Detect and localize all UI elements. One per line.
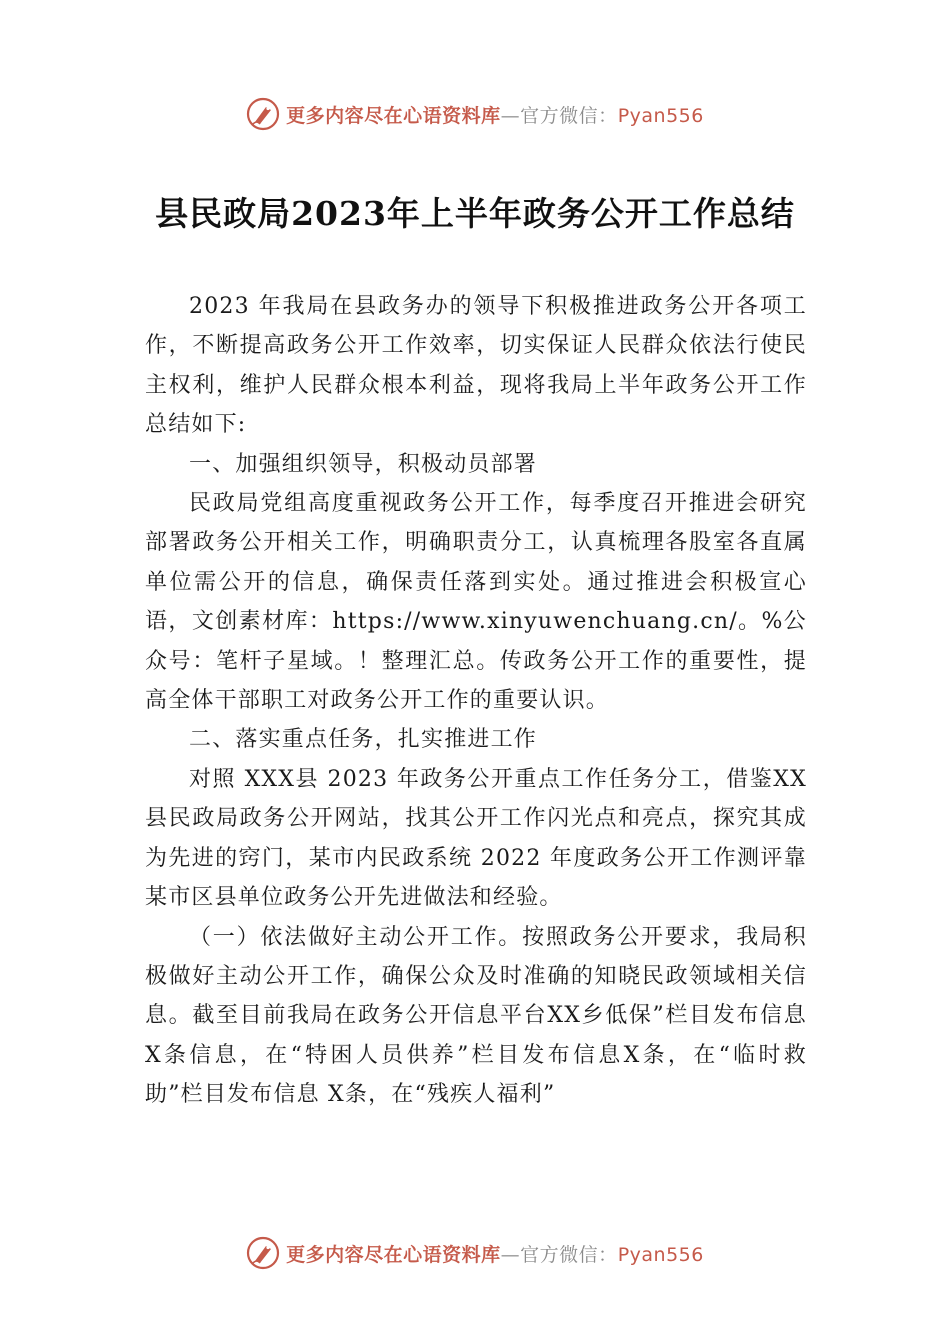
watermark-wechat-id: Pyan556 xyxy=(617,1243,704,1266)
pen-nib-logo-icon xyxy=(246,1236,280,1270)
section-heading-1: 一、加强组织领导，积极动员部署 xyxy=(189,451,538,477)
watermark-text xyxy=(286,1240,704,1267)
watermark-footer xyxy=(0,1233,950,1273)
paragraph-intro: 2023 年我局在县政务办的领导下积极推进政务公开各项工作，不断提高政务公开工作效率，切实保证人民群众依法行使民主权利，维护人民群众根本利益，现将我局上半年政务公开工作总结如下: xyxy=(145,294,807,438)
paragraph-subsection-1: （一）依法做好主动公开工作。按照政务公开要求，我局积极做好主动公开工作，确保公众及时准确的知晓民政领域相关信息。截至目前我局在政务公开信息平台XX乡低保”栏目发布信息 X条信息，在“特困人员供养”栏目发布信息X条，在“临时救助”栏目发布信息 X条，在“残疾人福利” xyxy=(145,924,807,1108)
watermark-header xyxy=(0,94,950,134)
watermark-separator: — xyxy=(500,104,521,127)
pen-nib-logo-icon xyxy=(246,97,280,131)
document-body xyxy=(145,287,807,1115)
section-heading-2: 二、落实重点任务，扎实推进工作 xyxy=(189,727,538,753)
paragraph-section-1: 民政局党组高度重视政务公开工作，每季度召开推进会研究部署政务公开相关工作，明确职责分工，认真梳理各股室各直属单位需公开的信息，确保责任落到实处。通过推进会积极宣心语，文创素材库：https://www.xinyuwenchuang.cn/。%公众号：笔杆子星域。！整理汇总。传政务公开工作的重要性，提高全体干部职工对政务公开工作的重要认识。 xyxy=(145,491,807,714)
watermark-brand: 更多内容尽在心语资料库 xyxy=(286,1243,501,1266)
watermark-brand: 更多内容尽在心语资料库 xyxy=(286,104,501,127)
watermark-wechat-label: 官方微信： xyxy=(520,1243,618,1266)
paragraph-section-2: 对照 XXX县 2023 年政务公开重点工作任务分工，借鉴XX县民政局政务公开网站，找其公开工作闪光点和亮点，探究其成为先进的窍门，某市内民政系统 2022 年度政务公开工作测评靠某市区县单位政务公开先进做法和经验。 xyxy=(145,766,807,911)
watermark-wechat-id: Pyan556 xyxy=(617,104,704,127)
watermark-wechat-label: 官方微信： xyxy=(520,104,618,127)
watermark-separator: — xyxy=(500,1243,521,1266)
document-title: 县民政局2023年上半年政务公开工作总结 xyxy=(155,194,795,233)
watermark-text xyxy=(286,101,704,128)
